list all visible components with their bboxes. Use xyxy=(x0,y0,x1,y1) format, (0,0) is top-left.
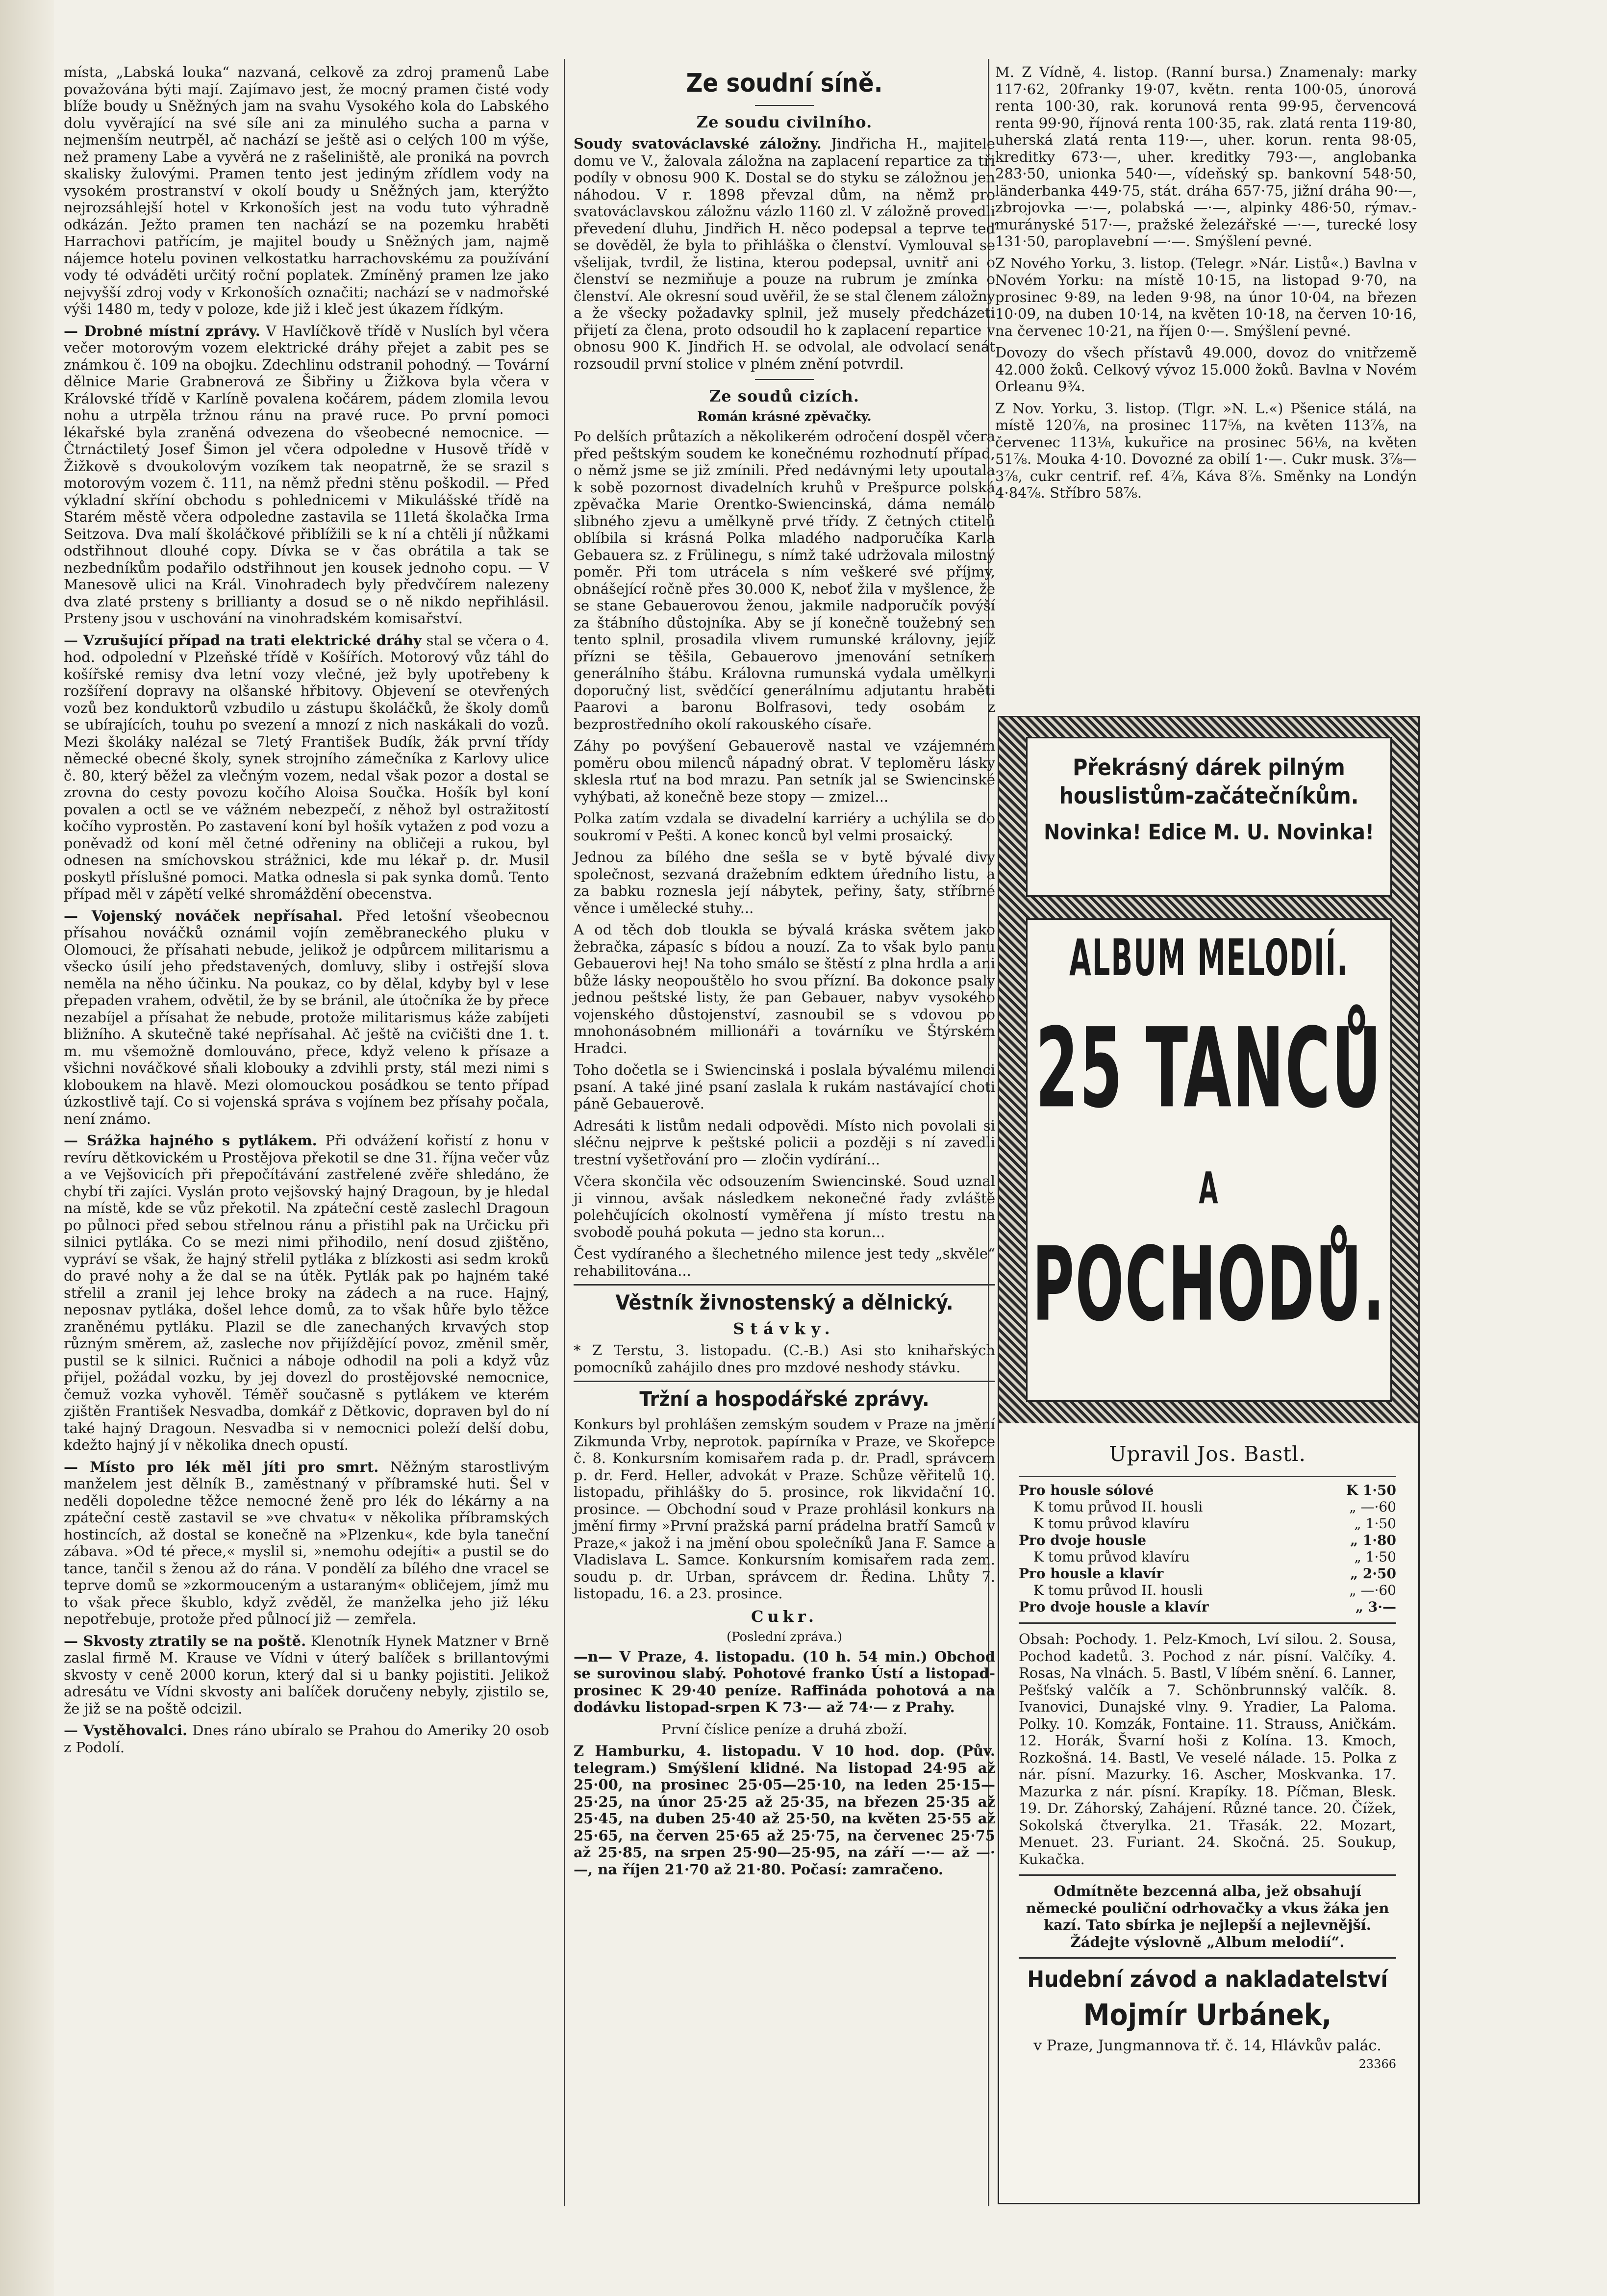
ad-tancu: 25 TANCŮ xyxy=(1035,1005,1382,1133)
article-paragraph: Čest vydíraného a šlechetného milence jest tedy „skvěle“ rehabilitována... xyxy=(574,1245,995,1279)
section-title-trzni: Tržní a hospodářské zprávy. xyxy=(639,1387,929,1411)
price-row: K tomu průvod II. housli „ —·60 xyxy=(1033,1499,1396,1515)
section-rule xyxy=(574,1381,995,1382)
subsection-title-civilni: Ze soudu civilního. xyxy=(696,113,873,131)
section-rule xyxy=(755,379,814,380)
column-1 xyxy=(64,64,549,1761)
article-body: V Havlíčkově třídě v Nuslích byl včera večer motorovým vozem elektrické dráhy přejet a zabit pes se známkou č. 109 na obojku. Zdechlinu odstranil pohodný. — Tovární dělnice Marie Grabnerová ze Šibřiny u Žižkova byla včera v Královské třídě v Karlíně povalena kočárem, pádem zlomila levou nohu a utrpěla tržnou ránu na pravé ruce. Po první pomoci lékařské byla zraněná odvezena do všeobecné nemocnice. — Čtrnáctiletý Josef Šimon jel včera odpoledne v Husově třídě v Žižkově s dvoukolovým vozíkem tak neopatrně, že se srazil s motorovým vozem č. 111, na němž předni stěnu poškodil. — Před výkladní skříní obchodu s pohlednicemi v Mikulášské třídě na Starém městě včera odpoledne zastavila se 11letá školačka Irma Seitzova. Dva malí školáčkové přiblížili se k ní a chtěli jí nůžkami odstřihnout dlouhé copy. Dívka se v čas obrátila a tak se nezbedníkům podařilo odstřihnout jen kousek jednoho copu. — V Manesově ulici na Král. Vinohradech byly předvčírem nalezeny dva zlaté prsteny s brillianty a dosud se o ně nikdo nepřihlásil. Prsteny jsou v uschování na vinohradském komisařství. xyxy=(64,322,549,627)
price-row: Pro housle sólové K 1·50 xyxy=(1019,1482,1396,1498)
article-new-york-bavlna: Z Nového Yorku, 3. listop. (Telegr. »Nár. Listů«.) Bavlna v Novém Yorku: na místě 10·15, na listopad 9·70, na prosinec 9·89, na leden 9·98, na únor 10·04, na březen 10·09, na duben 10·14, na květen 10·18, na červen 10·16, na červenec 10·21, na říjen 0·—. Smýšlení pevné. xyxy=(995,254,1417,339)
article-paragraph: Po delších průtazích a několikerém odročení dospěl včera před peštským soudem ke konečnému rozhodnutí případ, o němž jsme se již zmínili. Před nedávnými lety upoutala k sobě pozornost divadelních kruhů v Prešpurce polská zpěvačka Marie Orentko-Swiencinská, dáma nemálo slibného zjevu a umělkyně prvé třídy. Z četných ctitelů oblíbila si krásná Polka mladého nadporučíka Karla Gebauera sz. z Frülinegu, s nímž také udržovala milostný poměr. Při tom utrácela s ním veškeré své příjmy, obnášející ročně přes 30.000 K, neboť žila v myšlence, že se stane Gebauerovou ženou, jakmile nadporučík povýší za štábního důstojníka. Aby se jí konečně toužebný sen tento splnil, prosadila vlivem rumunské královny, jejíž přízni se těšila, Gebauerovo jmenování setníkem generálního štábu. Královna rumunská vydala umělkyni doporučný list, svědčící generálnímu adjutantu hraběti Paarovi a baronu Bolfrasovi, tedy osobám z bezprostředního okolí rakouského císaře. xyxy=(574,428,995,732)
subsection-title-cizi: Ze soudů cizích. xyxy=(709,387,860,405)
article-vojensky-novacek xyxy=(64,908,549,1128)
ad-publisher-type: Hudební závod a nakladatelství xyxy=(1027,1966,1388,1993)
article-heading: — Místo pro lék měl jíti pro smrt. xyxy=(64,1458,379,1475)
article-heading: — Srážka hajného s pytlákem. xyxy=(64,1132,317,1149)
article-heading: — Vojenský nováček nepřísahal. xyxy=(64,907,343,924)
article-body: Dnes ráno ubíralo se Prahou do Ameriky 20 osob z Podolí. xyxy=(64,1722,549,1756)
section-rule xyxy=(574,1284,995,1286)
article-new-york-dovozy: Dovozy do všech přístavů 49.000, dovoz do vnitřzemě 42.000 žoků. Celkový vývoz 15.000 žoků. Bavlna v Novém Orleanu 9¾. xyxy=(995,344,1417,395)
page-left-margin xyxy=(0,0,54,2296)
ad-novinka: Novinka! Edice M. U. Novinka! xyxy=(1044,820,1374,845)
article-heading: — Drobné místní zprávy. xyxy=(64,322,260,339)
column-3 xyxy=(995,64,1417,506)
article-drobne-zpravy xyxy=(64,323,549,627)
ad-pochodu: POCHODŮ. xyxy=(1032,1225,1386,1344)
price-row: K tomu průvod klavíru „ 1·50 xyxy=(1033,1515,1396,1532)
article-heading-roman: Román krásné zpěvačky. xyxy=(697,409,872,424)
article-body: Jindřicha H., majitele domu ve V., žalovala záložna na zaplacení repartice za tři podíly v obnosu 900 K. Dostal se do styku se záložnou jen náhodou. V r. 1898 převzal dům, na němž pro svatováclavskou záložnu vázlo 1160 zl. V záložně provedli převedení dluhu, Jindřich H. něco podepsal a teprve teď se dověděl, že byla to přihláška o členství. Vymlouval se všelijak, tvrdil, že listina, kterou podepsal, uvnitř ani o členství se nezmiňuje a pouze na rubrum je zmínka o členství. Ale okresní soud uvěřil, že se stal členem záložny a že všecky požadavky splnil, jež musely předcházeti přijetí za člena, proto odsoudil ho k zaplacení repartice v obnosu 900 K. Jindřich H. se odvolal, ale odvolací senát rozsoudil první stolice v plném znění potvrdil. xyxy=(574,135,995,372)
article-new-york-psenice: Z Nov. Yorku, 3. listop. (Tlgr. »N. L.«) Pšenice stálá, na místě 120⅞, na prosinec 117⅝, na květen 113⅞, na červenec 113⅛, kukuřice na prosinec 56⅛, na květen 51⅞. Mouka 4·10. Dovozné za obilí 1·—. Cukr musk. 3⅞—3⅞, cukr centrif. ref. 4⅞, Káva 8⅞. Směnky na Londýn 4·84⅞. Stříbro 58⅞. xyxy=(995,400,1417,501)
article-vysthovalci xyxy=(64,1722,549,1756)
section-title-vestnik: Věstník živnostenský a dělnický. xyxy=(615,1290,954,1314)
article-body: Klenotník Hynek Matzner v Brně zaslal firmě M. Krause ve Vídni v úterý balíček s brillantovými skvosty v ceně 2000 korun, který dal si u banky pojistiti. Jelikož adresátu ve Vídni skvosty ani balíček doručeny nebyly, zjistilo se, že již se na poště odcizil. xyxy=(64,1632,550,1717)
article-labe-pramen: místa, „Labská louka“ nazvaná, celkově za zdroj pramenů Labe považována býti mají. Zajímavo jest, že mocný pramen čisté vody blíže boudy u Sněžných jam na svahu Vysokého kola do Labského dolu vyvěrající na své síle ani za minulého sucha a parna v nejmenším neutrpěl, ač nachází se ještě asi o celých 100 m výše, než prameny Labe a vyvěrá ne z rašeliniště, ale proniká na povrch skalisky žulovými. Pramen tento jest jediným zřídlem vody na vysokém prostranství v okolí boudy u Sněžných jam, kterýžto nejrozsáhlejší hotel v Krkonoších jest na vodu tuto výhradně odkázán. Ježto pramen ten nachází se na pozemku hraběti Harrachovi patřícím, je majitel boudy u Sněžných jam, najmě nájemce hotelu povinen velkostatku harrachovskému za používání vody té odváděti určitý roční poplatek. Zmíněný pramen lze jako nejvyšší zdroj vody v Krkonoších označiti; nachází se v nadmořské výši 1480 m, tedy v poloze, kde již i kleč jest úkazem řídkým. xyxy=(64,64,549,317)
advertisement xyxy=(998,716,1420,2204)
ad-album-box xyxy=(1026,918,1392,1402)
article-paragraph: Adresáti k listům nedali odpovědi. Místo nich povolali si sléčnu nejprve k peštské policii a později s ní zavedli trestní vyšetřování pro — zločin vydírání... xyxy=(574,1117,995,1168)
article-heading: Soudy svatováclavské záložny. xyxy=(574,135,822,152)
article-heading: — Skvosty ztratily se na poště. xyxy=(64,1632,306,1649)
article-heading: — Vystěhovalci. xyxy=(64,1722,188,1739)
article-body: Při odvážení kořistí z honu v revíru dětkovickém u Prostějova překotil se dne 31. října večer vůz a ve Vejšovicích při přepočítávání zastřelené zvěře shledáno, že chybí tři zajíci. Vyslán proto vejšovský hajný Dragoun, by je hledal na místě, kde se vůz překotil. Na zpáteční cestě zaslechl Dragoun po půlnoci před sebou střelnou ránu a přistihl pak na Určicku při silnici pytláka. Co se mezi nimi přihodilo, není dosud zjištěno, vypráví se však, že hajný střelil pytláka z blízkosti asi sedm kroků do pravé nohy a že dal se na útěk. Pytlák pak po hajném také střelil a zranil jej lehce broky na zádech a na ruce. Hajný, neposnav pytláka, došel lehce domů, za to však hůře bylo těžce zraněnému pytláku. Plazil se dle zanechaných krvavých stop různým směrem, až, zasleche nov přijíždějící povoz, změnil směr, pustil se k silnici. Ručnici a náboje odhodil na poli a když vůz přijel, požádal vozku, by jej dovezl do prostějovské nemocnice, čemuž vozka vyhověl. Téměř současně s pytlákem ve kterém zjištěn František Nesvadba, domkář z Dětkovic, dopraven byl do ní také hajný Dragoun. Nesvadba si v nemocnici poleží delší dobu, kdežto hajný jí v několika dnech opustí. xyxy=(64,1132,550,1453)
ad-and: A xyxy=(1199,1163,1219,1214)
ad-price-list xyxy=(1019,1482,1396,1615)
article-cukr-note: První číslice peníze a druhá zboží. xyxy=(661,1720,907,1738)
subsection-title-cukr: Cukr. xyxy=(751,1607,818,1626)
ad-rule xyxy=(1019,1476,1396,1477)
article-heading: — Vzrušující případ na trati elektrické dráhy xyxy=(64,631,422,649)
section-title-soudni-sin: Ze soudní síně. xyxy=(686,69,883,98)
column-divider-1 xyxy=(564,59,565,2206)
article-body: Před letošní všeobecnou přísahou nováčků oznámil vojín zeměbraneckého pluku v Olomouci, že přísahati nebude, jelikož je odpůrcem militarismu a všecko úsilí jeho představených, domluvy, sliby i ostřejší slova neměla na něho účinku. Na poukaz, co by dělal, kdyby byl v lese přepaden vrahem, odvětil, že by se bránil, ale útočníka že by přece nezabíjel a přísahat že nebude, protože militarismus káže zabíjeti bližního. A skutečně také nepřísahal. Ač ještě na cvičišti dne 1. t. m. mu všemožně domlouváno, přece, když veleno k přísaze a všichni nováčkové sňali klobouky a zdvihli prsty, stál mezi nimi s kloboukem na hlavě. Mezi olomouckou posádkou se tento případ úzkostlivě tají. Co si vojenská správa s vojínem bez přísahy počala, není známo. xyxy=(64,907,549,1127)
cukr-subtitle: (Poslední zpráva.) xyxy=(726,1629,843,1644)
ad-upravil: Upravil Jos. Bastl. xyxy=(1109,1442,1306,1466)
article-burza-viden: M. Z Vídně, 4. listop. (Ranní bursa.) Znamenaly: marky 117·62, 20franky 19·07, květn. renta 100·05, únorová renta 100·30, rak. korunová renta 99·95, červencová renta 99·90, říjnová renta 100·35, rak. zlatá renta 119·80, uherská zlatá renta 119·—, uher. korun. renta 98·05, kreditky 673·—, uher. kreditky 793·—, anglobanka 283·50, unionka 540·—, vídeňský sp. bankovní 548·50, länderbanka 449·75, stát. dráha 657·75, jižní dráha 90·—, zbrojovka —·—, polabská —·—, alpinky 486·50, rýmav.-murányské 517·—, pražské železářské —·—, turecké losy 131·50, paroplavební —·—. Smýšlení pevné. xyxy=(995,64,1417,250)
article-paragraph: Jednou za bílého dne sešla se v bytě bývalé divy společnost, sezvaná dražebním edktem úředního listu, a za babku roznesla její nábytek, peřiny, šaty, stříbrné věnce i umělecké stuhy... xyxy=(574,849,995,916)
ad-top-box xyxy=(1026,737,1392,897)
ad-rule xyxy=(1019,1622,1396,1624)
article-paragraph: Polka zatím vzdala se divadelní karriéry a uchýlila se do soukromí v Pešti. A konec konců byl velmi prosaický. xyxy=(574,810,995,844)
article-body: stal se včera o 4. hod. odpolední v Plzeňské třídě v Košířích. Motorový vůz táhl do košířské remisy dva letní vozy vlečné, jež byly upotřebeny k rozšíření dopravy na olšanské hřbitovy. Objevení se otevřených vozů bez konduktorů vzbudilo u zástupu školáčků, že školy domů se ubírajících, touhu po svezení a mnozí z nich naskákali do vozů. Mezi školáky nalézal se 7letý František Budík, žák první třídy německé obecné školy, synek strojního zámečníka z Karlovy ulice č. 80, který běžel za vlečným vozem, nedal však pozor a dostal se zrovna do cesty povozu kočího Aloisa Součka. Hošík byl koní povalen a octl se ve vážném nebezpečí, z něhož byl ostražitostí kočího vyprostěn. Po zastavení koní byl hošík vytažen z pod vozu a poněvadž od koní měl četné odřeniny na obličeji a rukou, byl odnesen na smíchovskou strážnici, kde mu lékař p. dr. Musil poskytl příslušné pomoci. Matka odnesla si pak synka domů. Tento případ měl v zápětí velké shromáždění obecenstva. xyxy=(64,631,549,902)
section-rule xyxy=(755,105,814,106)
price-row: Pro dvoje housle a klavír „ 3·— xyxy=(1019,1599,1396,1615)
ad-tagline: Překrásný dárek pilným houslistům-začátečníkům. xyxy=(1059,754,1359,809)
ad-odmitnete: Odmítněte bezcenná alba, jež obsahují německé pouliční odrhovačky a vkus žáka jen kazí. Tato sbírka je nejlepší a nejlevnější. Žádejte výslovně „Album melodií“. xyxy=(1026,1883,1389,1950)
ad-rule xyxy=(1019,1957,1396,1959)
article-paragraph: Záhy po povýšení Gebauerově nastal ve vzájemném poměru obou milenců nápadný obrat. V teploměru lásky sklesla rtuť na bod mrazu. Pan setník jal se Swiencinské vyhýbati, až konečně beze stopy — zmizel... xyxy=(574,737,995,805)
article-paragraph: Včera skončila věc odsouzením Swiencinské. Soud uznal ji vinnou, avšak následkem nekonečné řady zvláště polehčujících okolností vyměřena jí místo trestu na svobodě pouhá pokuta — jedno sta korun... xyxy=(574,1173,995,1240)
ad-album-title: ALBUM MELODIÍ. xyxy=(1069,930,1349,988)
article-srazka-hajneho xyxy=(64,1132,549,1454)
article-cukr-praha: —n— V Praze, 4. listopadu. (10 h. 54 min.) Obchod se surovinou slabý. Pohotové franko Ústí a listopad-prosinec K 29·40 peníze. Raffináda pohotová a na dodávku listopad-srpen K 73·— až 74·— z Prahy. xyxy=(574,1648,995,1716)
price-row: Pro housle a klavír „ 2·50 xyxy=(1019,1565,1396,1582)
article-body: Něžným starostlivým manželem jest dělník B., zaměstnaný v příbramské huti. Šel v neděli dopoledne těžce nemocné ženě pro lék do lékárny a na zpáteční cestě zastavil se »ve chvatu« v několika příbramských hostincích, až dostal se konečně na »Plzenku«, kde byla taneční zábava. »Od té přece,« myslil si, »nemohu odejíti« a pustil se do tance, tančil s ženou až do rána. V pondělí za bílého dne vracel se teprve domů se »zkormouceným a ustaraným« obličejem, jímž mu to však přece škublo, když zvěděl, že manželka jeho již léku nepotřebuje, protože před půlnocí již — zemřela. xyxy=(64,1458,550,1627)
ad-obsah: Obsah: Pochody. 1. Pelz-Kmoch, Lví silou. 2. Sousa, Pochod kadetů. 3. Pochod z nár. písní. Valčíky. 4. Rosas, Na vlnách. 5. Bastl, V líbém snění. 6. Lanner, Pešťský valčík a 7. Schönbrunnský valčík. 8. Ivanovici, Dunajské vlny. 9. Yradier, La Paloma. Polky. 10. Komzák, Fontaine. 11. Strauss, Aničkám. 12. Horák, Švarní hoši z Kolína. 13. Kmoch, Rozkošná. 14. Bastl, Ve veselé nálade. 15. Polka z nár. písní. Mazurky. 16. Ascher, Moskvanka. 17. Mazurka z nár. písní. Krapíky. 18. Píčman, Blesk. 19. Dr. Záhorský, Zahájení. Různé tance. 20. Čížek, Sokolská čtverylka. 21. Třasák. 22. Mozart, Menuet. 23. Furiant. 24. Skočná. 25. Soukup, Kukačka. xyxy=(1019,1631,1396,1867)
column-2 xyxy=(574,64,995,1883)
ad-address: v Praze, Jungmannova tř. č. 14, Hlávkův palác. xyxy=(1033,2037,1381,2054)
ad-lower xyxy=(1019,1438,1396,2071)
ad-publisher-name: Mojmír Urbánek, xyxy=(1083,1998,1332,2032)
price-row: K tomu průvod klavíru „ 1·50 xyxy=(1033,1549,1396,1565)
ad-rule xyxy=(1019,1874,1396,1876)
article-konkurs: Konkurs byl prohlášen zemským soudem v Praze na jmění Zikmunda Vrby, neprotok. papírníka v Praze, ve Skořepce č. 8. Konkursním komisařem rada p. dr. Pradl, správcem p. dr. Ferd. Heller, advokát v Praze. Schůze věřitelů 10. listopadu, přihlášky do 5. prosince, rok likvidační 10. prosince. — Obchodní soud v Praze prohlásil konkurs na jmění firmy »První pražská parní prádelna bratří Samců v Praze,« jakož i na jmění obou společníků Jana F. Samce a Vladislava L. Samce. Konkursním komisařem rada zem. soudu p. dr. Urban, správcem dr. Ředina. Lhůty 7. listopadu, 16. a 23. prosince. xyxy=(574,1416,995,1602)
price-row: K tomu průvod II. housli „ —·60 xyxy=(1033,1582,1396,1598)
article-paragraph: A od těch dob tloukla se bývalá kráska světem jako žebračka, zápasíc s bídou a nouzí. Za to však bylo panu Gebauerovi hej! Na toho smálo se štěstí z plna hrdla a ani bůže lásky neopouštělo ho svou přízní. Ba dokonce psaly jednou peštské listy, že pan Gebauer, nabyv vysokého vojenského důstojenství, zasnoubil se s vdovou po mnohonásobném millionáři a továrníku ve Štýrském Hradci. xyxy=(574,921,995,1057)
article-paragraph: Toho dočetla se i Swiencinská i poslala bývalému milenci psaní. A také jiné psaní zaslala k rukám nastávající choti páně Gebauerově. xyxy=(574,1061,995,1112)
ad-number: 23366 xyxy=(1358,2057,1396,2071)
article-skvosty xyxy=(64,1633,549,1717)
article-stavky: * Z Terstu, 3. listopadu. (C.-B.) Asi sto knihařských pomocníků zahájilo dnes pro mzdové neshody stávku. xyxy=(574,1342,995,1376)
article-misto-pro-lek xyxy=(64,1459,549,1628)
article-hamburk: Z Hamburku, 4. listopadu. V 10 hod. dop. (Pův. telegram.) Smýšlení klidné. Na listopad 24·95 až 25·00, na prosinec 25·05—25·10, na leden 25·15—25·25, na únor 25·25 až 25·35, na březen 25·35 až 25·45, na duben 25·40 až 25·50, na květen 25·55 až 25·65, na červen 25·65 až 25·75, na červenec 25·75 až 25·85, na srpen 25·90—25·95, na září —·— až —·—, na říjen 21·70 až 21·80. Počasí: zamračeno. xyxy=(574,1742,995,1878)
article-zalozna xyxy=(574,135,995,372)
article-vzrusujici-pripad xyxy=(64,632,549,903)
subsection-title-stavky: Stávky. xyxy=(733,1319,836,1338)
price-row: Pro dvoje housle „ 1·80 xyxy=(1019,1532,1396,1548)
